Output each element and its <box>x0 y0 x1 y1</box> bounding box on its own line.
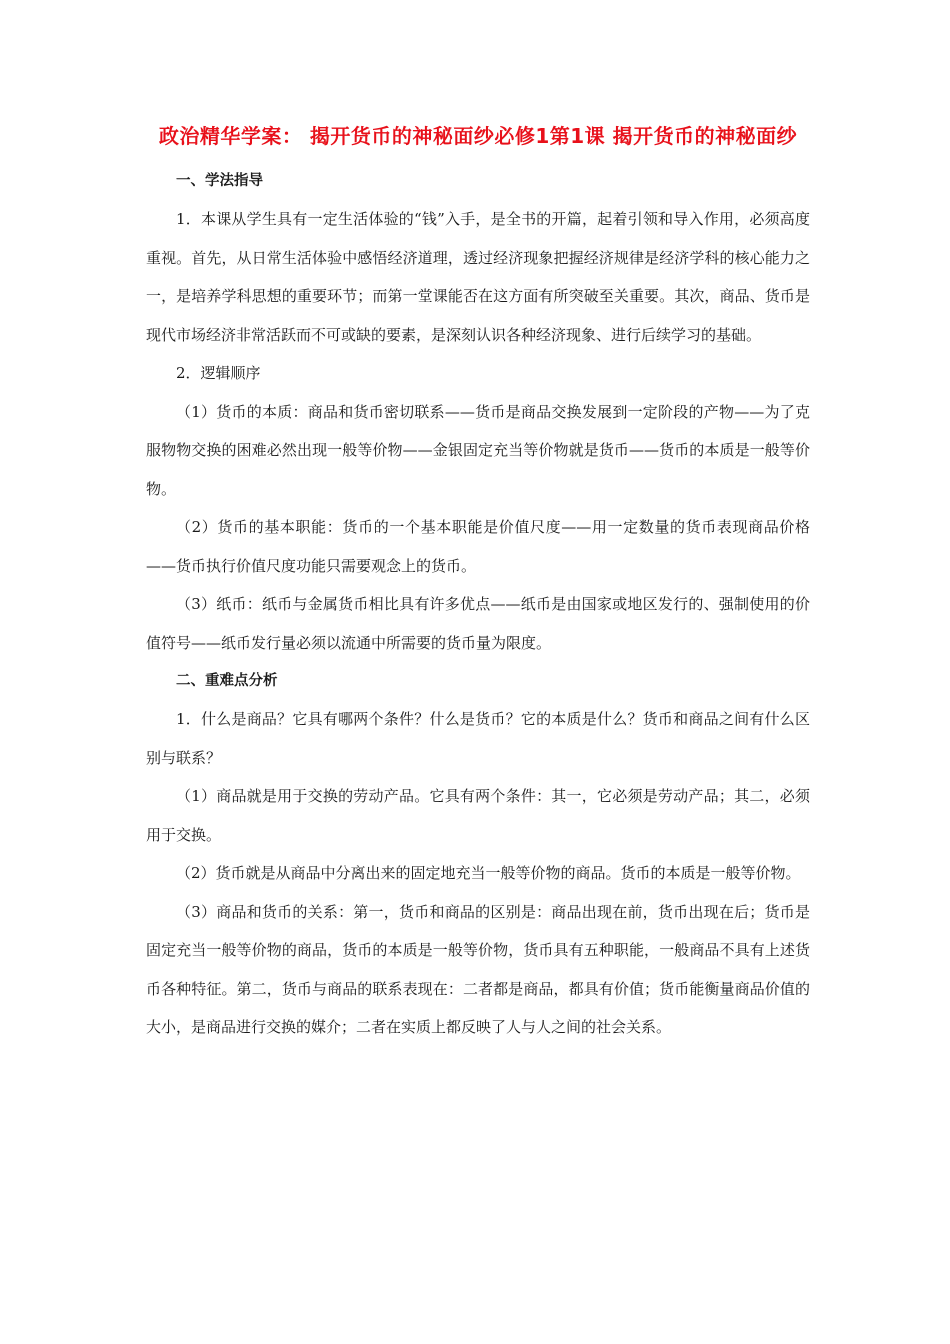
section-heading: 二、重难点分析 <box>176 673 278 689</box>
document-page <box>146 118 810 1047</box>
paragraph: （2）货币的基本职能：货币的一个基本职能是价值尺度——用一定数量的货币表现商品价格——货币执行价值尺度功能只需要观念上的货币。 <box>146 518 810 575</box>
paragraph: （2）货币就是从商品中分离出来的固定地充当一般等价物的商品。货币的本质是一般等价物。 <box>176 864 801 882</box>
paragraph: （3）纸币：纸币与金属货币相比具有许多优点——纸币是由国家或地区发行的、强制使用的价值符号——纸币发行量必须以流通中所需要的货币量为限度。 <box>146 595 810 652</box>
document-title: 政治精华学案： 揭开货币的神秘面纱必修1第1课 揭开货币的神秘面纱 <box>158 124 798 148</box>
paragraph: 1．什么是商品？它具有哪两个条件？什么是货币？它的本质是什么？货币和商品之间有什么区别与联系？ <box>146 710 810 767</box>
paragraph: （1）商品就是用于交换的劳动产品。它具有两个条件：其一，它必须是劳动产品；其二，必须用于交换。 <box>146 787 810 844</box>
paragraph: 2．逻辑顺序 <box>176 364 261 382</box>
section-study-guide <box>146 162 810 662</box>
paragraph: （1）货币的本质：商品和货币密切联系——货币是商品交换发展到一定阶段的产物——为了克服物物交换的困难必然出现一般等价物——金银固定充当等价物就是货币——货币的本质是一般等价物。 <box>146 402 810 498</box>
paragraph: （3）商品和货币的关系：第一，货币和商品的区别是：商品出现在前，货币出现在后；货币是固定充当一般等价物的商品，货币的本质是一般等价物，货币具有五种职能，一般商品不具有上述货币各种特征。第二，货币与商品的联系表现在：二者都是商品，都具有价值；货币能衡量商品价值的大小，是商品进行交换的媒介；二者在实质上都反映了人与人之间的社会关系。 <box>146 902 810 1036</box>
section-heading: 一、学法指导 <box>176 173 263 189</box>
section-key-points <box>146 662 810 1047</box>
paragraph: 1．本课从学生具有一定生活体验的“钱”入手，是全书的开篇，起着引领和导入作用，必须高度重视。首先，从日常生活体验中感悟经济道理，透过经济现象把握经济规律是经济学科的核心能力之一，是培养学科思想的重要环节；而第一堂课能否在这方面有所突破至关重要。其次，商品、货币是现代市场经济非常活跃而不可或缺的要素，是深刻认识各种经济现象、进行后续学习的基础。 <box>146 210 810 344</box>
